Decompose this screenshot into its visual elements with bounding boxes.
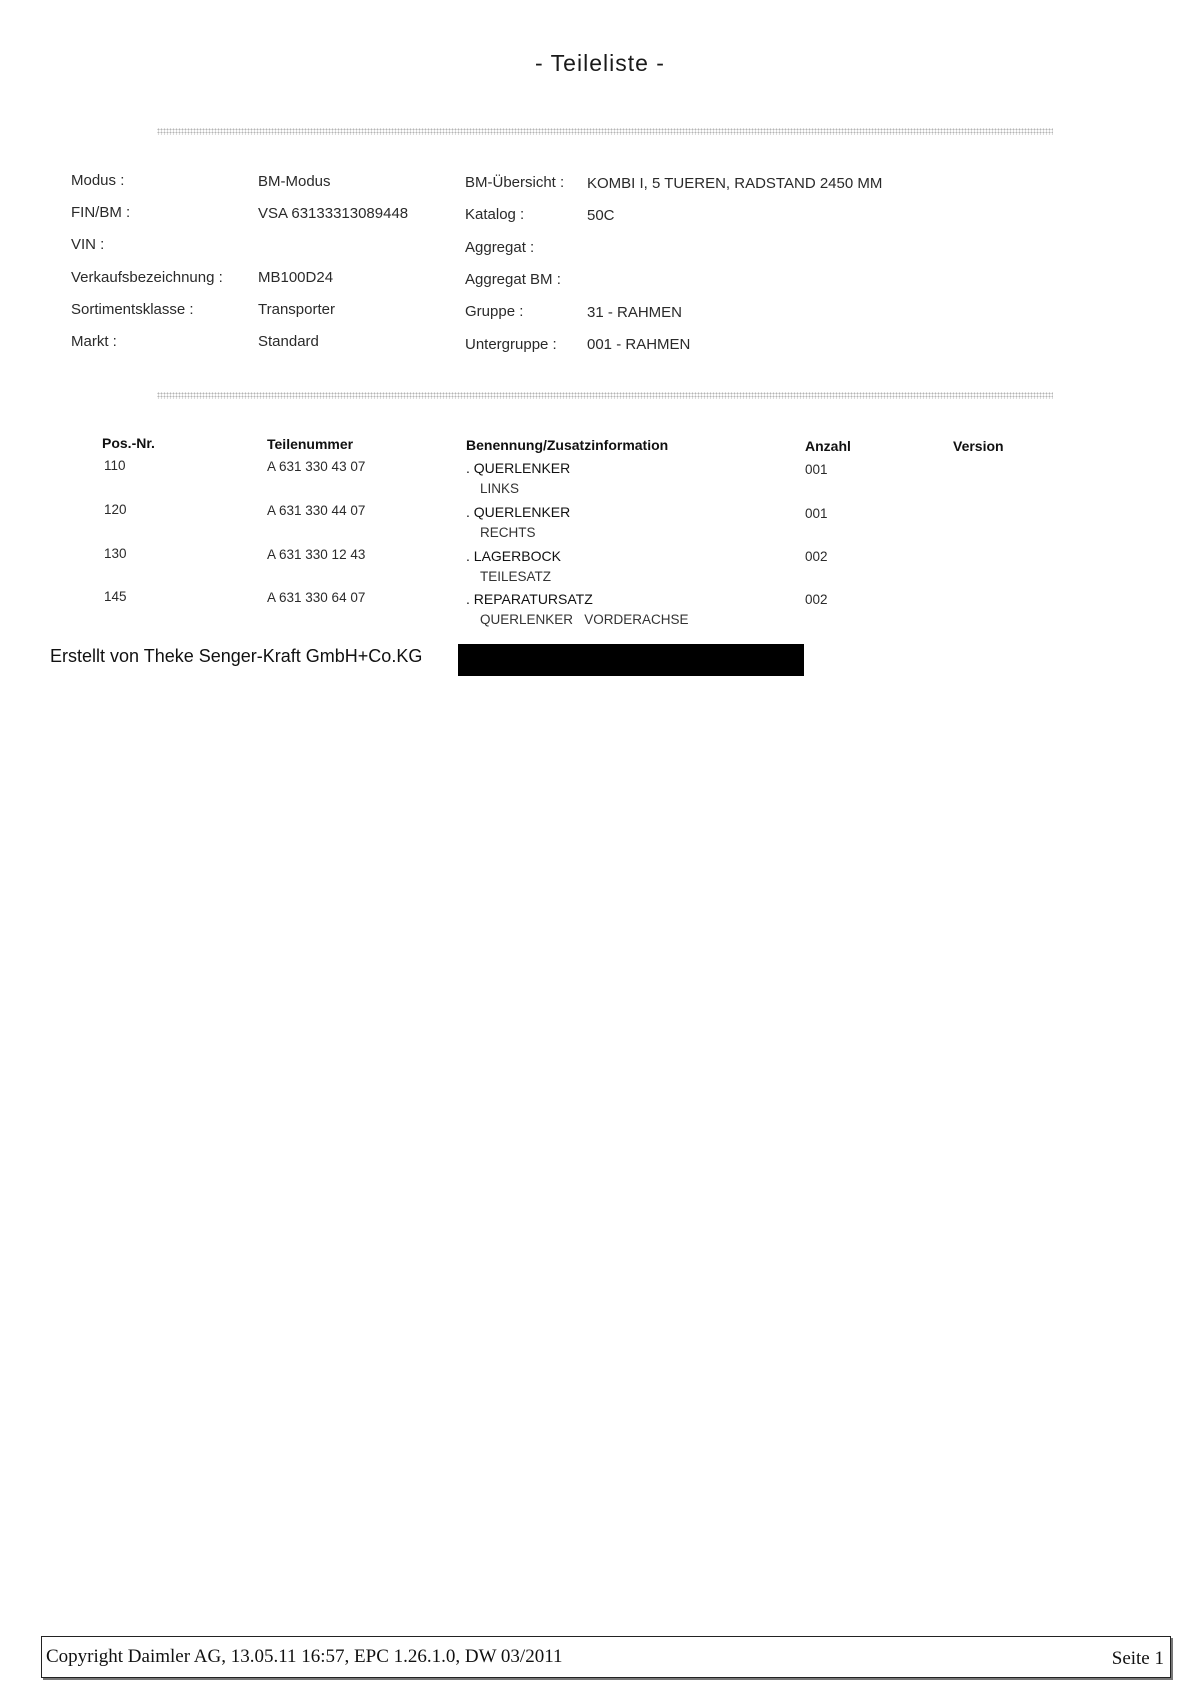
value-bm-uebersicht: KOMBI I, 5 TUEREN, RADSTAND 2450 MM [587, 175, 883, 192]
cell-part-number: A 631 330 64 07 [267, 590, 366, 605]
label-fin-bm: FIN/BM : [71, 204, 131, 221]
cell-pos: 120 [104, 502, 127, 517]
cell-qty: 001 [805, 462, 828, 477]
cell-pos: 130 [104, 546, 127, 561]
label-markt: Markt : [71, 333, 117, 350]
column-header-anzahl: Anzahl [805, 438, 851, 454]
value-verkaufsbezeichnung: MB100D24 [258, 269, 334, 286]
label-modus: Modus : [71, 172, 125, 189]
cell-part-number: A 631 330 12 43 [267, 547, 366, 562]
value-modus: BM-Modus [258, 173, 331, 190]
cell-info: LINKS [480, 481, 520, 496]
cell-name: . REPARATURSATZ [466, 591, 593, 607]
cell-pos: 145 [104, 589, 127, 604]
cell-name: . QUERLENKER [466, 504, 571, 520]
label-untergruppe: Untergruppe : [465, 336, 557, 353]
column-header-pos: Pos.-Nr. [102, 435, 155, 451]
label-vin: VIN : [71, 236, 105, 253]
cell-info: TEILESATZ [480, 569, 552, 584]
cell-name: . QUERLENKER [466, 460, 571, 476]
cell-part-number: A 631 330 44 07 [267, 503, 366, 518]
value-gruppe: 31 - RAHMEN [587, 304, 683, 321]
page-title: - Teileliste - [535, 50, 665, 76]
page-number: Seite 1 [1111, 1648, 1164, 1669]
value-fin-bm: VSA 63133313089448 [258, 205, 409, 222]
value-markt: Standard [258, 333, 319, 350]
value-katalog: 50C [587, 207, 615, 224]
cell-qty: 002 [805, 592, 828, 607]
cell-qty: 001 [805, 506, 828, 521]
label-aggregat: Aggregat : [465, 239, 535, 256]
copyright-text: Copyright Daimler AG, 13.05.11 16:57, EPC 1.26.1.0, DW 03/2011 [46, 1646, 563, 1667]
cell-info: RECHTS [480, 525, 536, 540]
value-sortimentsklasse: Transporter [258, 301, 335, 318]
value-untergruppe: 001 - RAHMEN [587, 336, 691, 353]
cell-qty: 002 [805, 549, 828, 564]
created-by-note: Erstellt von Theke Senger-Kraft GmbH+Co.KG [50, 646, 423, 666]
middle-divider [157, 392, 1053, 399]
copyright-footer [41, 1636, 1171, 1678]
label-bm-uebersicht: BM-Übersicht : [465, 174, 565, 191]
column-header-teilenummer: Teilenummer [267, 436, 354, 452]
cell-part-number: A 631 330 43 07 [267, 459, 366, 474]
top-divider [157, 128, 1053, 135]
cell-name: . LAGERBOCK [466, 548, 561, 564]
redaction-block [458, 644, 804, 676]
label-katalog: Katalog : [465, 206, 525, 223]
label-sortimentsklasse: Sortimentsklasse : [71, 301, 194, 318]
cell-info: QUERLENKER VORDERACHSE [480, 612, 689, 627]
column-header-benennung: Benennung/Zusatzinformation [466, 437, 669, 453]
label-verkaufsbezeichnung: Verkaufsbezeichnung : [71, 269, 223, 286]
label-aggregat-bm: Aggregat BM : [465, 271, 561, 288]
label-gruppe: Gruppe : [465, 303, 524, 320]
column-header-version: Version [953, 438, 1004, 454]
cell-pos: 110 [104, 458, 126, 473]
